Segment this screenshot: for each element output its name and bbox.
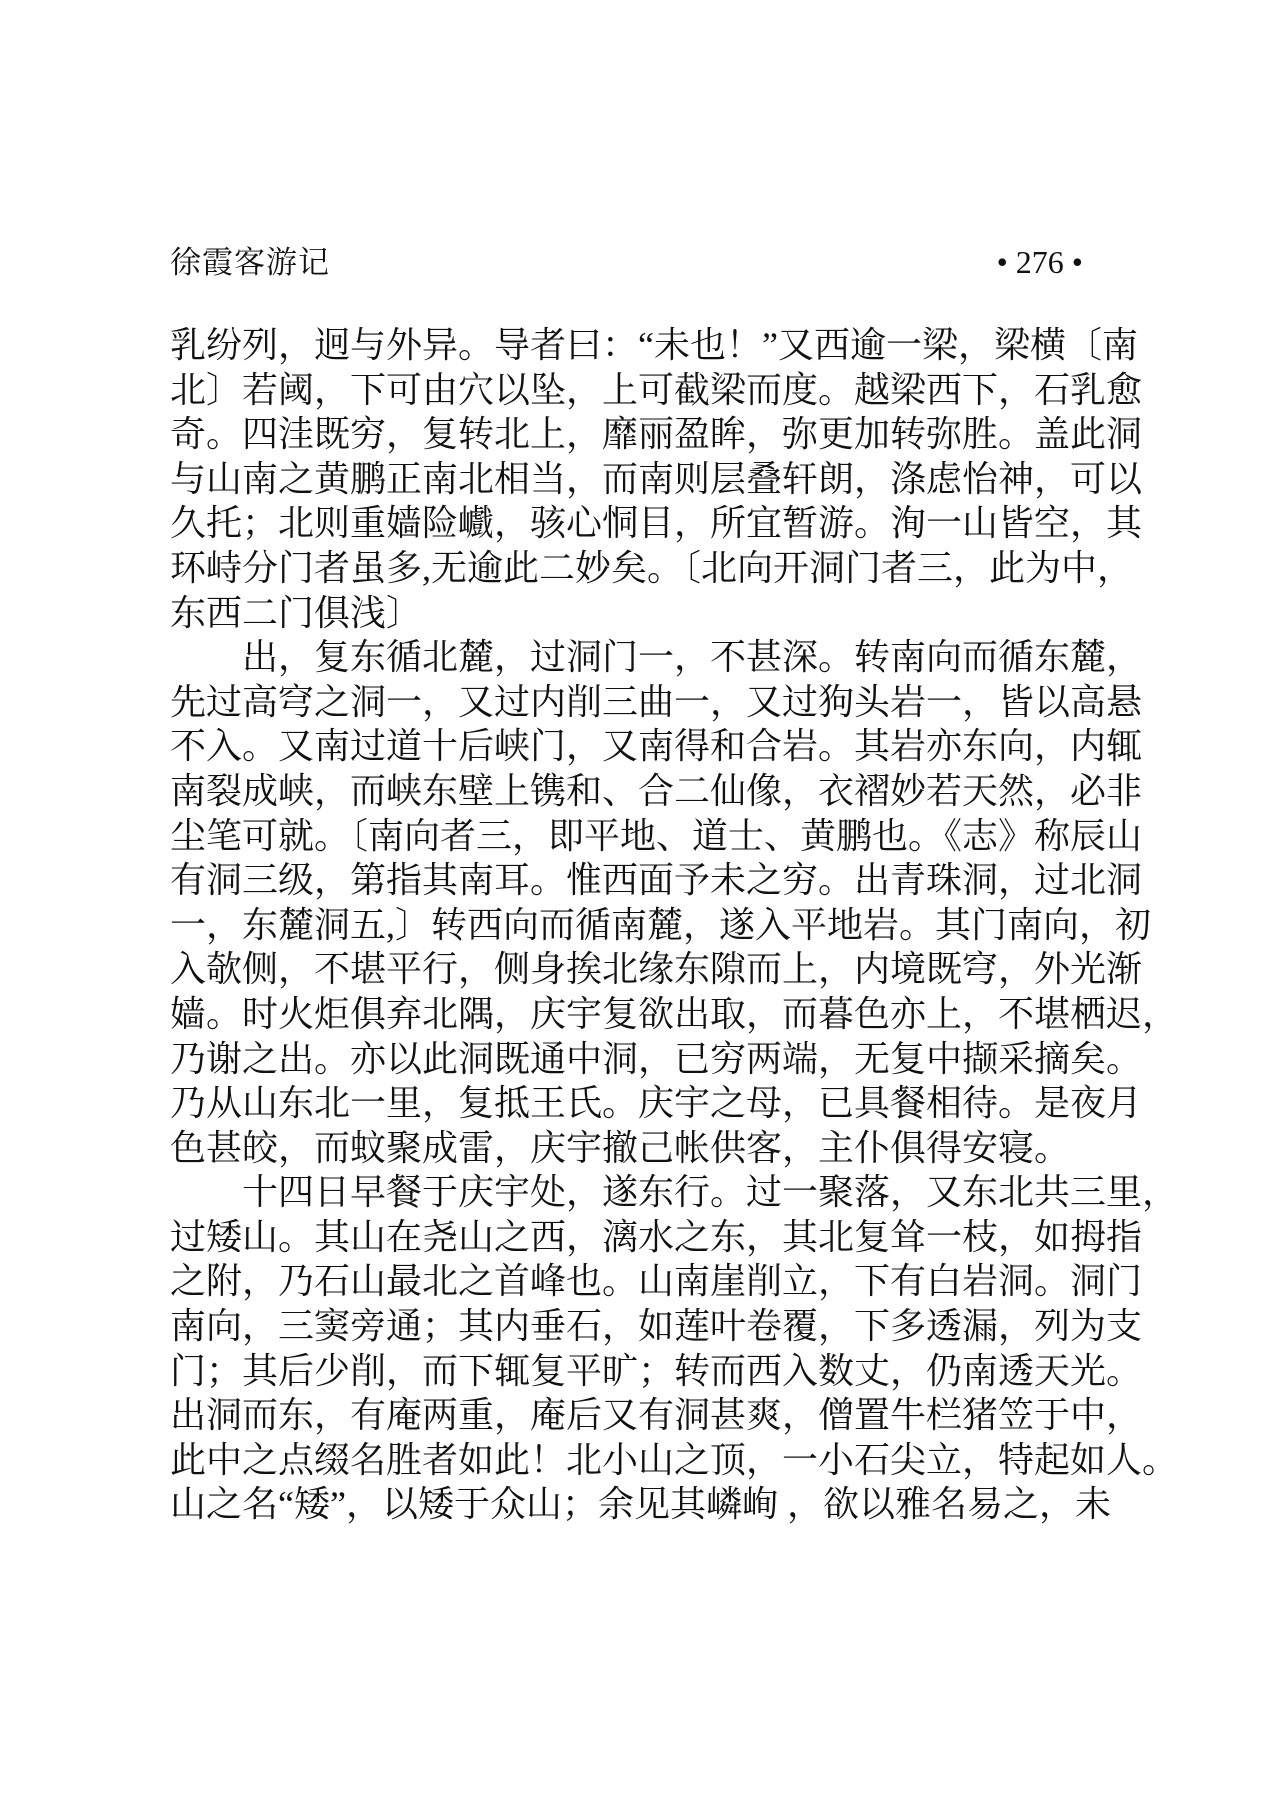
text-line: 乃从山东北一里，复抵王氏。庆宇之母，已具餐相待。是夜月 <box>170 1083 1143 1124</box>
paragraph <box>170 1170 1179 1527</box>
page-body <box>170 323 1179 1527</box>
text-line: 尘笔可就。〔南向者三，即平地、道士、黄鹏也。《志》称辰山 <box>170 815 1143 856</box>
text-line: 先过高穹之洞一，又过内削三曲一，又过狗头岩一，皆以高悬 <box>170 681 1143 722</box>
text-line: 出，复东循北麓，过洞门一，不甚深。转南向而循东麓， <box>242 637 1143 678</box>
text-line: 与山南之黄鹏正南北相当，而南则层叠轩朗，涤虑怡神，可以 <box>170 458 1143 499</box>
text-line: 北〕若阈，下可由穴以坠，上可截梁而度。越梁西下，石乳愈 <box>170 369 1143 410</box>
text-line: 色甚皎，而蚊聚成雷，庆宇撤己帐供客，主仆俱得安寝。 <box>170 1127 1071 1168</box>
text-line: 乃谢之出。亦以此洞既通中洞，已穷两端，无复中撷采摘矣。 <box>170 1038 1143 1079</box>
text-line: 入欹侧，不堪平行，侧身挨北缘东隙而上，内境既穹，外光渐 <box>170 949 1143 990</box>
text-line: 此中之点缀名胜者如此！北小山之顶，一小石尖立，特起如人。 <box>170 1439 1179 1480</box>
book-title: 徐霞客游记 <box>170 245 330 280</box>
text-line: 出洞而东，有庵两重，庵后又有洞甚爽，僧置牛栏猪笠于中， <box>170 1395 1143 1436</box>
text-line: 一，东麓洞五,〕转西向而循南麓，遂入平地岩。其门南向，初 <box>170 904 1152 945</box>
text-line: 东西二门俱浅〕 <box>170 592 423 633</box>
text-line: 门；其后少削，而下辄复平旷；转而西入数丈，仍南透天光。 <box>170 1350 1143 1391</box>
text-line: 南裂成峡，而峡东壁上镌和、合二仙像，衣褶妙若天然，必非 <box>170 770 1143 811</box>
text-line: 环峙分门者虽多,无逾此二妙矣。〔北向开洞门者三，此为中， <box>170 547 1134 588</box>
text-line: 奇。四洼既穷，复转北上，靡丽盈眸，弥更加转弥胜。盖此洞 <box>170 414 1143 455</box>
text-line: 十四日早餐于庆宇处，遂东行。过一聚落，又东北共三里， <box>242 1172 1179 1213</box>
text-line: 乳纷列，迥与外异。导者曰：“未也！”又西逾一梁，梁横〔南 <box>170 325 1138 365</box>
text-line: 之附，乃石山最北之首峰也。山南崖削立，下有白岩洞。洞门 <box>170 1261 1143 1302</box>
text-line: 嫱。时火炬俱弃北隅，庆宇复欲出取，而暮色亦上，不堪栖迟， <box>170 993 1179 1034</box>
text-line: 有洞三级，第指其南耳。惟西面予未之穷。出青珠洞，过北洞 <box>170 860 1143 901</box>
text-line: 山之名“矮”，以矮于众山；余见其嶙峋 ，欲以雅名易之，未 <box>170 1484 1111 1525</box>
text-line: 过矮山。其山在尧山之西，漓水之东，其北复耸一枝，如拇指 <box>170 1216 1143 1257</box>
page-number: • 276 • <box>996 244 1083 280</box>
text-line: 南向，三窦旁通；其内垂石，如莲叶卷覆，下多透漏，列为支 <box>170 1306 1143 1347</box>
text-line: 不入。又南过道十后峡门，又南得和合岩。其岩亦东向，内辄 <box>170 726 1143 767</box>
text-line: 久托；北则重嫱险巇，骇心恫目，所宜暂游。洵一山皆空，其 <box>170 503 1143 544</box>
paragraph <box>170 635 1179 1170</box>
paragraph <box>170 323 1145 635</box>
running-header <box>170 237 1140 282</box>
